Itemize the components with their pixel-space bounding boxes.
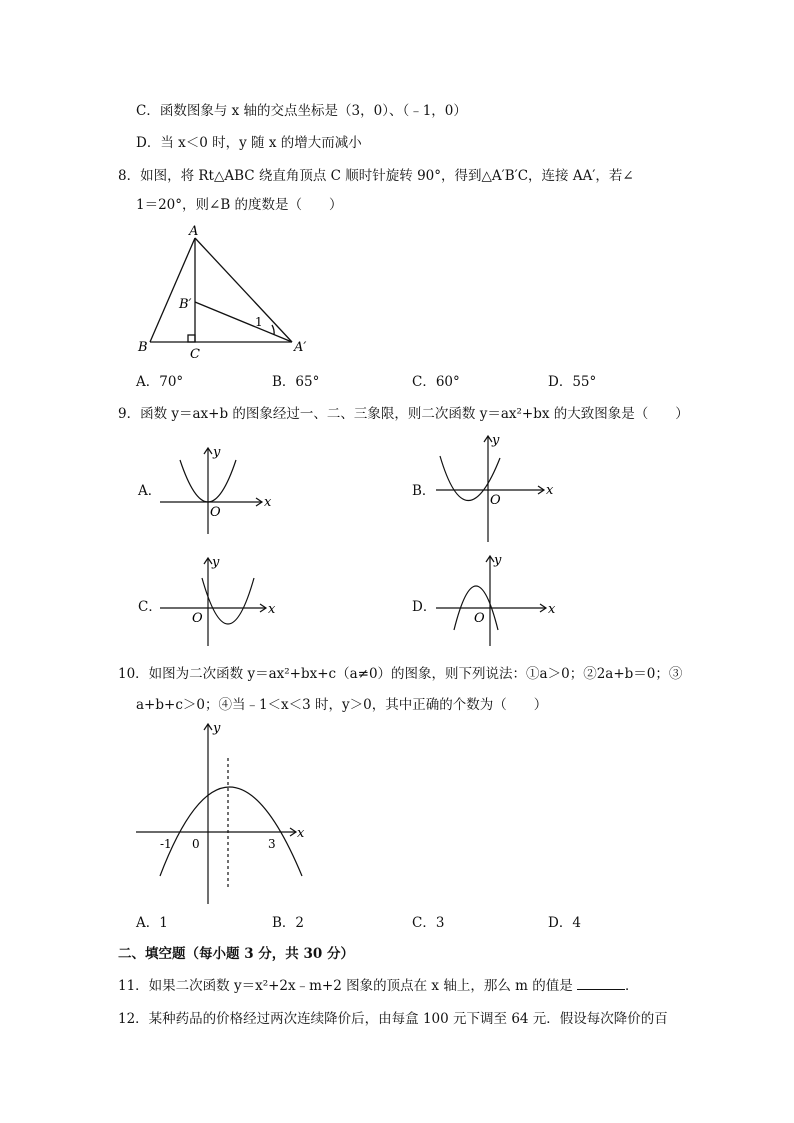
q9-stem: 9．函数 y＝ax+b 的图象经过一、二、三象限，则二次函数 y＝ax²+bx 的大致图象是（ ） bbox=[118, 406, 689, 422]
q9-option-c-label: C． bbox=[138, 599, 162, 615]
q11-end: ． bbox=[625, 978, 639, 994]
q11-stem: 11．如果二次函数 y＝x²+2x﹣m+2 图象的顶点在 x 轴上，那么 m 的值是 bbox=[118, 978, 573, 994]
q8-label-angle1: 1 bbox=[255, 315, 263, 329]
q11-answer-blank[interactable] bbox=[577, 975, 625, 990]
q9-graph-d bbox=[432, 550, 572, 650]
q9-option-a-label: A． bbox=[138, 483, 162, 499]
q8-stem-line2: 1＝20°，则∠B 的度数是（ ） bbox=[136, 197, 343, 213]
q9-c-y-label: y bbox=[212, 555, 220, 570]
q9-c-origin: O bbox=[192, 611, 203, 626]
q8-triangle-figure bbox=[130, 224, 320, 364]
q8-stem-line1: 8．如图，将 Rt△ABC 绕直角顶点 C 顺时针旋转 90°，得到△A′B′C，连接 AA′，若∠ bbox=[118, 168, 634, 184]
q9-a-y-label: y bbox=[213, 445, 221, 460]
q10-x-label: x bbox=[297, 826, 305, 841]
q7-option-c: C．函数图象与 x 轴的交点坐标是（3，0）、（﹣1，0） bbox=[136, 103, 467, 119]
q8-label-aprime: A′ bbox=[294, 340, 307, 355]
q9-b-origin: O bbox=[490, 493, 501, 508]
q9-b-y-label: y bbox=[492, 433, 500, 448]
q8-label-b: B bbox=[138, 340, 148, 355]
q10-tick-three: 3 bbox=[268, 837, 276, 851]
q10-tick-minus1: -1 bbox=[160, 837, 172, 851]
q9-option-b-label: B． bbox=[412, 483, 436, 499]
q9-a-origin: O bbox=[210, 505, 221, 520]
q10-stem-line1: 10．如图为二次函数 y＝ax²+bx+c（a≠0）的图象，则下列说法：①a＞0；②2a+b＝0；③ bbox=[118, 666, 683, 682]
q8-label-c: C bbox=[190, 347, 200, 362]
q8-option-a: A．70° bbox=[136, 374, 184, 390]
q7-option-d: D．当 x＜0 时，y 随 x 的增大而减小 bbox=[136, 135, 362, 151]
q10-option-a: A．1 bbox=[136, 915, 168, 931]
q10-y-label: y bbox=[213, 721, 221, 736]
q10-option-c: C．3 bbox=[412, 915, 445, 931]
q9-graph-a bbox=[158, 444, 278, 544]
q10-option-d: D．4 bbox=[548, 915, 581, 931]
q9-b-x-label: x bbox=[546, 483, 554, 498]
q11-line bbox=[118, 975, 639, 996]
q9-d-origin: O bbox=[474, 611, 485, 626]
q10-tick-zero: 0 bbox=[192, 837, 200, 851]
q9-graph-c bbox=[158, 550, 288, 650]
q8-option-b: B．65° bbox=[272, 374, 320, 390]
q10-option-b: B．2 bbox=[272, 915, 305, 931]
q10-parabola-figure bbox=[134, 718, 314, 908]
q8-option-d: D．55° bbox=[548, 374, 597, 390]
q9-a-x-label: x bbox=[264, 495, 272, 510]
section2-title: 二、填空题（每小题 3 分，共 30 分） bbox=[118, 946, 354, 962]
q8-option-c: C．60° bbox=[412, 374, 460, 390]
q9-option-d-label: D． bbox=[412, 599, 437, 615]
q9-c-x-label: x bbox=[268, 602, 276, 617]
q8-label-a: A bbox=[189, 224, 199, 239]
q9-d-x-label: x bbox=[548, 602, 556, 617]
q8-label-bprime: B′ bbox=[179, 297, 192, 312]
q10-stem-line2: a+b+c＞0；④当﹣1＜x＜3 时，y＞0，其中正确的个数为（ ） bbox=[136, 697, 548, 713]
q9-d-y-label: y bbox=[494, 553, 502, 568]
q12-stem: 12．某种药品的价格经过两次连续降价后，由每盒 100 元下调至 64 元．假设每次降价的百 bbox=[118, 1011, 668, 1027]
q9-graph-b bbox=[432, 432, 572, 544]
